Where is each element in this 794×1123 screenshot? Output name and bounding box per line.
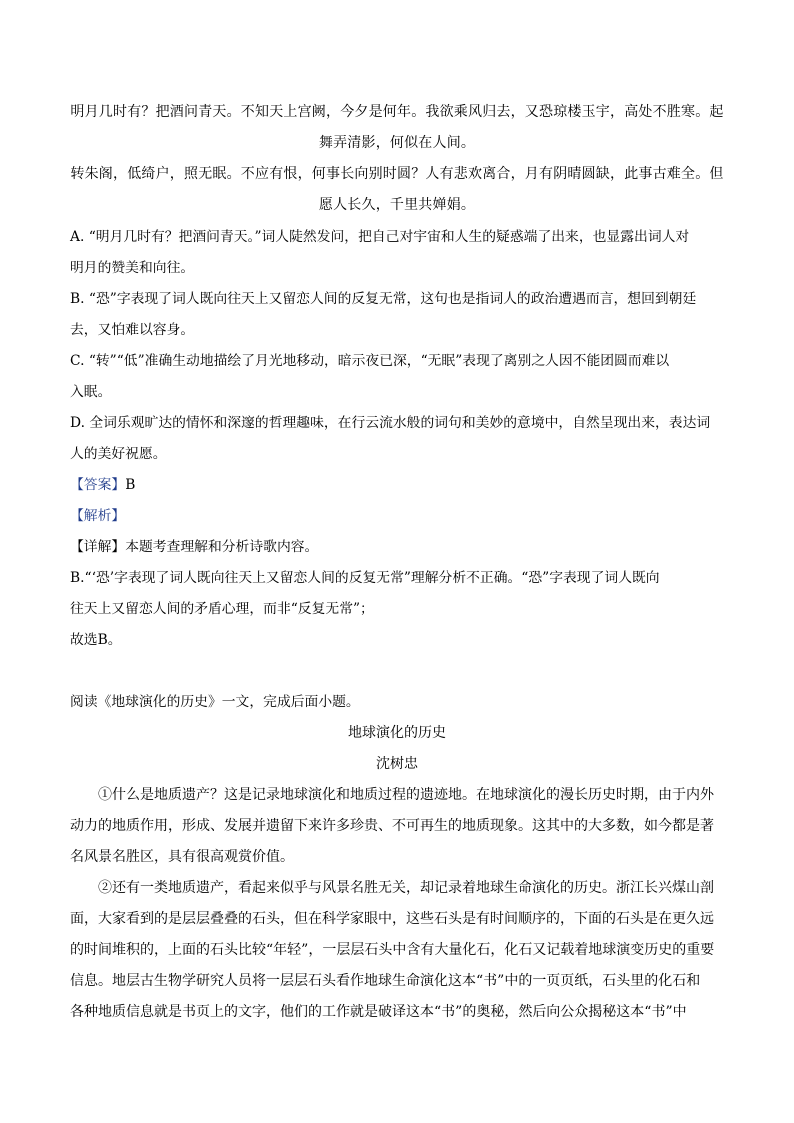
option-b-line-1: B. “恐”字表现了词人既向往天上又留恋人间的反复无常，这句也是指词人的政治遭遇而言，想回到朝廷 <box>70 291 697 307</box>
detail-line <box>70 537 318 557</box>
option-a-line-1: A. “明月几时有？把酒问青天。”词人陡然发问，把自己对宇宙和人生的疑惑端了出来，也显露出词人对 <box>70 229 690 245</box>
answer-label: 【答案】 <box>70 477 126 493</box>
analysis-line-3: 故选B。 <box>70 632 122 648</box>
poem-line-2: 舞弄清影，何似在人间。 <box>318 135 476 151</box>
analysis-line-2: 往天上又留恋人间的矛盾心理，而非“反复无常”； <box>70 601 374 617</box>
analysis-line-1: B.“‘恐’字表现了词人既向往天上又留恋人间的反复无常”理解分析不正确。“恐”字表现了词人既向 <box>70 570 660 586</box>
option-a-line-2: 明月的赞美和向往。 <box>70 260 195 276</box>
poem-line-3: 转朱阁，低绮户，照无眠。不应有恨，何事长向别时圆？人有悲欢离合，月有阴晴圆缺，此事古难全。但 <box>70 166 724 182</box>
article-title: 地球演化的历史 <box>348 725 446 741</box>
analysis-label-text: 【解析】 <box>70 508 126 524</box>
reading-instruction: 阅读《地球演化的历史》一文，完成后面小题。 <box>70 694 360 710</box>
paragraph-2-line-1: ②还有一类地质遗产，看起来似乎与风景名胜无关，却记录着地球生命演化的历史。浙江长兴煤山剖 <box>98 880 714 896</box>
option-d-line-1: D. 全词乐观旷达的情怀和深邃的哲理趣味，在行云流水般的词句和美妙的意境中，自然呈现出来，表达词 <box>70 415 711 431</box>
paragraph-2-line-5: 各种地质信息就是书页上的文字，他们的工作就是破译这本“书”的奥秘，然后向公众揭秘这本“书”中 <box>70 1004 687 1020</box>
option-d-line-2: 人的美好祝愿。 <box>70 446 167 462</box>
detail-label: 【详解】 <box>70 539 126 555</box>
paragraph-1-line-1: ①什么是地质遗产？这是记录地球演化和地质过程的遗迹地。在地球演化的漫长历史时期，由于内外 <box>98 787 714 803</box>
paragraph-2-line-4: 信息。地层古生物学研究人员将一层层石头看作地球生命演化这本“书”中的一页页纸，石头里的化石和 <box>70 973 701 989</box>
paragraph-2-line-2: 面，大家看到的是层层叠叠的石头，但在科学家眼中，这些石头是有时间顺序的，下面的石头是在更久远 <box>70 911 714 927</box>
paragraph-2-line-3: 的时间堆积的，上面的石头比较“年轻”，一层层石头中含有大量化石，化石又记载着地球演变历史的重要 <box>70 942 715 958</box>
option-c-line-2: 入眠。 <box>70 384 112 400</box>
option-b-line-2: 去，又怕难以容身。 <box>70 322 195 338</box>
answer-line <box>70 475 135 495</box>
detail-text: 本题考查理解和分析诗歌内容。 <box>125 539 319 555</box>
poem-line-4: 愿人长久，千里共婵娟。 <box>318 197 476 213</box>
analysis-label <box>70 506 125 526</box>
answer-value: B <box>125 477 136 493</box>
poem-line-1: 明月几时有？把酒问青天。不知天上宫阙，今夕是何年。我欲乘风归去，又恐琼楼玉宇，高处不胜寒。起 <box>70 104 724 120</box>
option-c-line-1: C. “转”“低”准确生动地描绘了月光地移动，暗示夜已深，“无眠”表现了离别之人因不能团圆而难以 <box>70 353 670 369</box>
paragraph-1-line-3: 名风景名胜区，具有很高观赏价值。 <box>70 849 294 865</box>
paragraph-1-line-2: 动力的地质作用，形成、发展并遗留下来许多珍贵、不可再生的地质现象。这其中的大多数，如今都是著 <box>70 818 714 834</box>
article-author: 沈树忠 <box>376 756 418 772</box>
